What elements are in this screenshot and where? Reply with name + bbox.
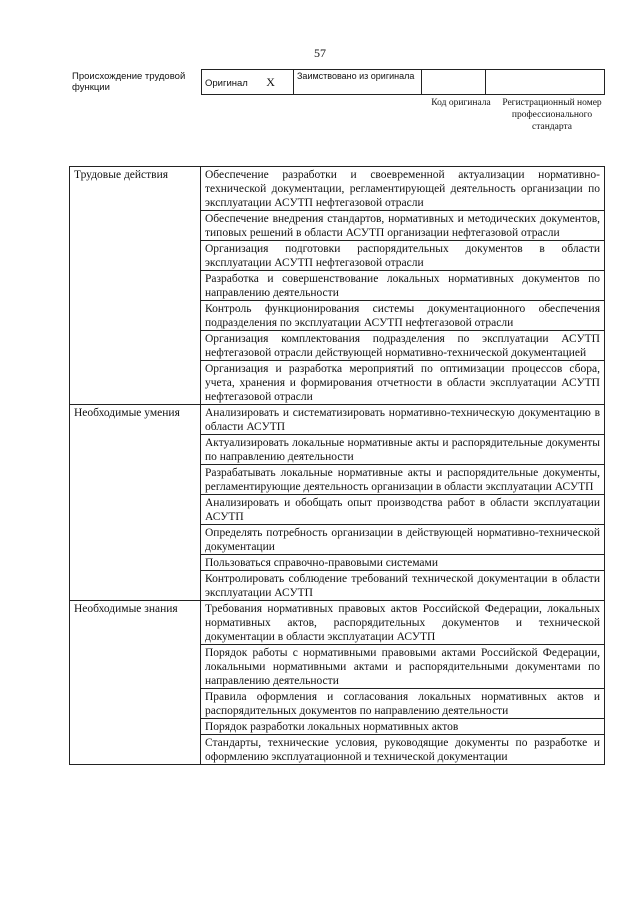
- section-item: Контроль функционирования системы документационного обеспечения подразделения по эксплуатации АСУТП нефтегазовой отрасли: [201, 301, 605, 331]
- origin-table: [201, 69, 605, 95]
- section-title: Необходимые знания: [70, 601, 201, 765]
- section-title: Необходимые умения: [70, 405, 201, 601]
- section-title: Трудовые действия: [70, 167, 201, 405]
- table-row: [70, 167, 605, 211]
- original-label: Оригинал: [205, 78, 248, 89]
- original-mark: X: [266, 75, 275, 89]
- function-table: [69, 166, 605, 765]
- section-item: Стандарты, технические условия, руководящие документы по разработке и оформлению эксплуатационной и технической документации: [201, 735, 605, 765]
- table-row: [70, 601, 605, 645]
- section-item: Разрабатывать локальные нормативные акты и распорядительные документы, регламентирующие деятельность организации в области эксплуатации АСУТП: [201, 465, 605, 495]
- section-item: Организация подготовки распорядительных документов в области эксплуатации АСУТП нефтегазовой отрасли: [201, 241, 605, 271]
- section-item: Пользоваться справочно-правовыми системами: [201, 555, 605, 571]
- section-item: Обеспечение разработки и своевременной актуализации нормативно-технической документации, регламентирующей деятельность организации по эксплуатации АСУТП нефтегазовой отрасли: [201, 167, 605, 211]
- reg-number-label: Регистрационный номер профессионального стандарта: [502, 98, 602, 132]
- section-item: Требования нормативных правовых актов Российской Федерации, локальных нормативных актов, распорядительных документов и технической документации в области эксплуатации АСУТП: [201, 601, 605, 645]
- section-item: Анализировать и обобщать опыт производства работ в области эксплуатации АСУТП: [201, 495, 605, 525]
- section-item: Обеспечение внедрения стандартов, нормативных и методических документов, типовых решений в области АСУТП организации нефтегазовой отрасли: [201, 211, 605, 241]
- page-number: 57: [314, 46, 326, 60]
- section-item: Анализировать и систематизировать нормативно-техническую документацию в области АСУТП: [201, 405, 605, 435]
- code-label: Код оригинала: [431, 98, 491, 108]
- section-item: Организация комплектования подразделения по эксплуатации АСУТП нефтегазовой отрасли действующей нормативно-технической документацией: [201, 331, 605, 361]
- code-cell: [422, 70, 486, 95]
- origin-label: Происхождение трудовой функции: [72, 71, 186, 93]
- function-table-body: [70, 167, 605, 765]
- borrowed-label: Заимствовано из оригинала: [294, 70, 422, 95]
- section-item: Контролировать соблюдение требований технической документации в области эксплуатации АСУТП: [201, 571, 605, 601]
- section-item: Порядок разработки локальных нормативных актов: [201, 719, 605, 735]
- reg-number-cell: [486, 70, 605, 95]
- section-item: Разработка и совершенствование локальных нормативных документов по направлению деятельности: [201, 271, 605, 301]
- section-item: Правила оформления и согласования локальных нормативных актов и распорядительных документов по направлению деятельности: [201, 689, 605, 719]
- section-item: Порядок работы с нормативными правовыми актами Российской Федерации, локальными нормативными актами и распорядительными документами по направлению деятельности: [201, 645, 605, 689]
- table-row: [70, 405, 605, 435]
- section-item: Актуализировать локальные нормативные акты и распорядительные документы по направлению деятельности: [201, 435, 605, 465]
- section-item: Организация и разработка мероприятий по оптимизации процессов сбора, учета, хранения и формирования отчетности в области эксплуатации АСУТП нефтегазовой отрасли: [201, 361, 605, 405]
- original-cell: [202, 70, 294, 95]
- section-item: Определять потребность организации в действующей нормативно-технической документации: [201, 525, 605, 555]
